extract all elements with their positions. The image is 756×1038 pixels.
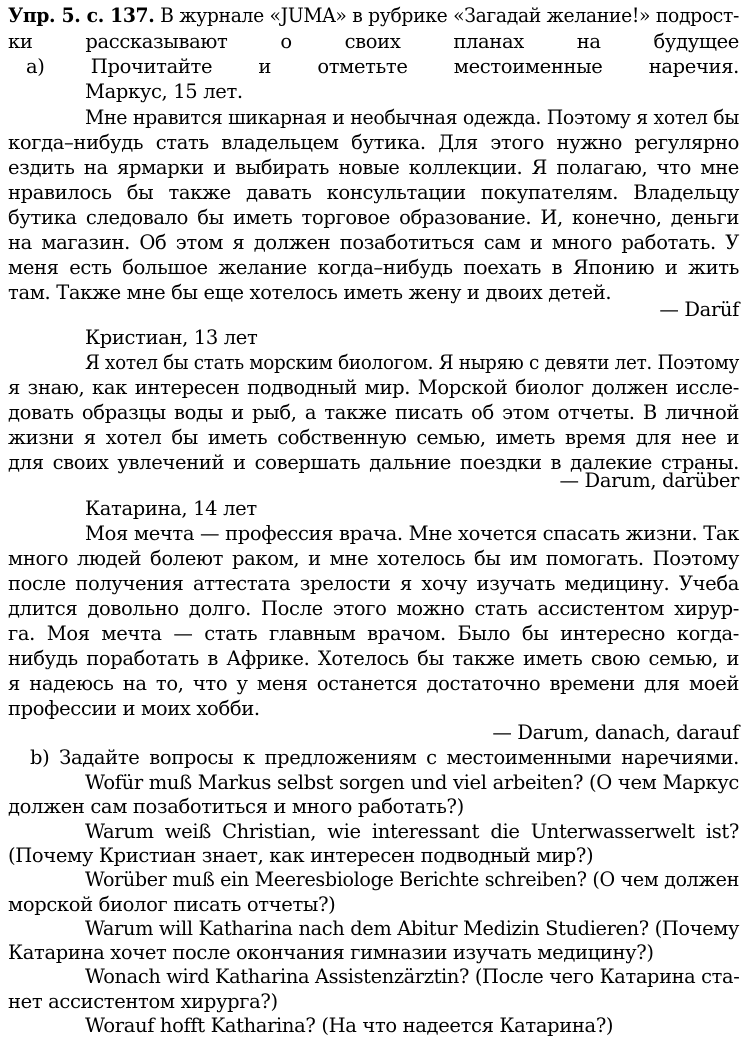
text-line: много людей болеют раком, и мне хотелось бы им помогать. Поэтому: [8, 547, 739, 570]
question-line: (Почему Кристиан знает, как интересен подводный мир?): [8, 844, 594, 867]
question-line: Warum will Katharina nach dem Abitur Medizin Studieren? (Почему: [85, 917, 739, 940]
question-line: Катарина хочет после окончания гимназии изучать медицину?): [8, 941, 654, 964]
text-line: меня есть большое желание когда–нибудь поехать в Японию и жить: [8, 256, 739, 279]
text-line: довать образцы воды и рыб, а также писать об этом отчеты. В личной: [8, 401, 739, 424]
story-name: Кристиан, 13 лет: [85, 326, 258, 349]
story-name: Маркус, 15 лет.: [85, 80, 243, 103]
story-answer: — Darüf: [659, 298, 739, 321]
story-answer: — Darum, darüber: [559, 469, 739, 492]
text-line: после получения аттестата зрелости я хочу изучать медицину. Учеба: [8, 572, 739, 595]
header-line: В журнале «JUMA» в рубрике «Загадай желание!» подрост-: [154, 4, 739, 27]
exercise-label: Упр. 5. с. 137.: [8, 4, 155, 27]
story-answer: — Darum, danach, darauf: [492, 721, 739, 744]
text-line: нибудь поработать в Африке. Хотелось бы также иметь свою семью, и: [8, 647, 739, 670]
text-line: для своих увлечений и совершать дальние поездки в далекие страны.: [8, 451, 739, 474]
question-line: нет ассистентом хирурга?): [8, 990, 278, 1013]
text-line: там. Также мне бы еще хотелось иметь жену и двоих детей.: [8, 281, 612, 304]
text-line: га. Моя мечта — стать главным врачом. Было бы интересно когда-: [8, 622, 739, 645]
text-line: я знаю, как интересен подводный мир. Морской биолог должен иссле-: [8, 376, 739, 399]
task-a: а) Прочитайте и отметьте местоименные наречия.: [26, 55, 739, 78]
story-name: Катарина, 14 лет: [85, 497, 257, 520]
text-line: бутика следовало бы иметь торговое образование. И, конечно, деньги: [8, 206, 739, 229]
text-line: Я хотел бы стать морским биологом. Я ныряю с девяти лет. Поэтому: [85, 351, 739, 374]
text-line: Мне нравится шикарная и необычная одежда. Поэтому я хотел бы: [85, 106, 739, 129]
text-line: я надеюсь на то, что у меня останется достаточно времени для моей: [8, 672, 739, 695]
text-line: жизни я хотел бы иметь собственную семью, иметь время для нее и: [8, 426, 739, 449]
text-line: длится довольно долго. После этого можно стать ассистентом хирур-: [8, 597, 739, 620]
task-b: b) Задайте вопросы к предложениям с местоименными наречиями.: [30, 746, 739, 769]
text-line: нравилось бы также давать консультации покупателям. Владельцу: [8, 181, 739, 204]
header-line: ки рассказывают о своих планах на будущее: [8, 30, 739, 53]
text-line: на магазин. Об этом я должен позаботиться сам и много работать. У: [8, 231, 739, 254]
question-line: должен сам позаботиться и много работать?): [8, 795, 464, 818]
question-line: морской биолог писать отчеты?): [8, 893, 336, 916]
question-line: Wofür muß Markus selbst sorgen und viel arbeiten? (О чем Маркус: [85, 771, 739, 794]
text-line: ездить на ярмарки и выбирать новые коллекции. Я полагаю, что мне: [8, 156, 739, 179]
text-line: когда–нибудь стать владельцем бутика. Для этого нужно регулярно: [8, 131, 739, 154]
question-line: Wonach wird Katharina Assistenzärztin? (После чего Катарина ста-: [85, 965, 740, 988]
exercise-header: [8, 4, 739, 28]
question-line: Worüber muß ein Meeresbiologe Berichte schreiben? (О чем должен: [85, 868, 739, 891]
question-line: Worauf hofft Katharina? (На что надеется Катарина?): [85, 1014, 614, 1037]
question-line: Warum weiß Christian, wie interessant die Unterwasserwelt ist?: [85, 820, 739, 843]
text-line: Моя мечта — профессия врача. Мне хочется спасать жизни. Так: [85, 522, 739, 545]
text-line: профессии и моих хобби.: [8, 697, 260, 720]
